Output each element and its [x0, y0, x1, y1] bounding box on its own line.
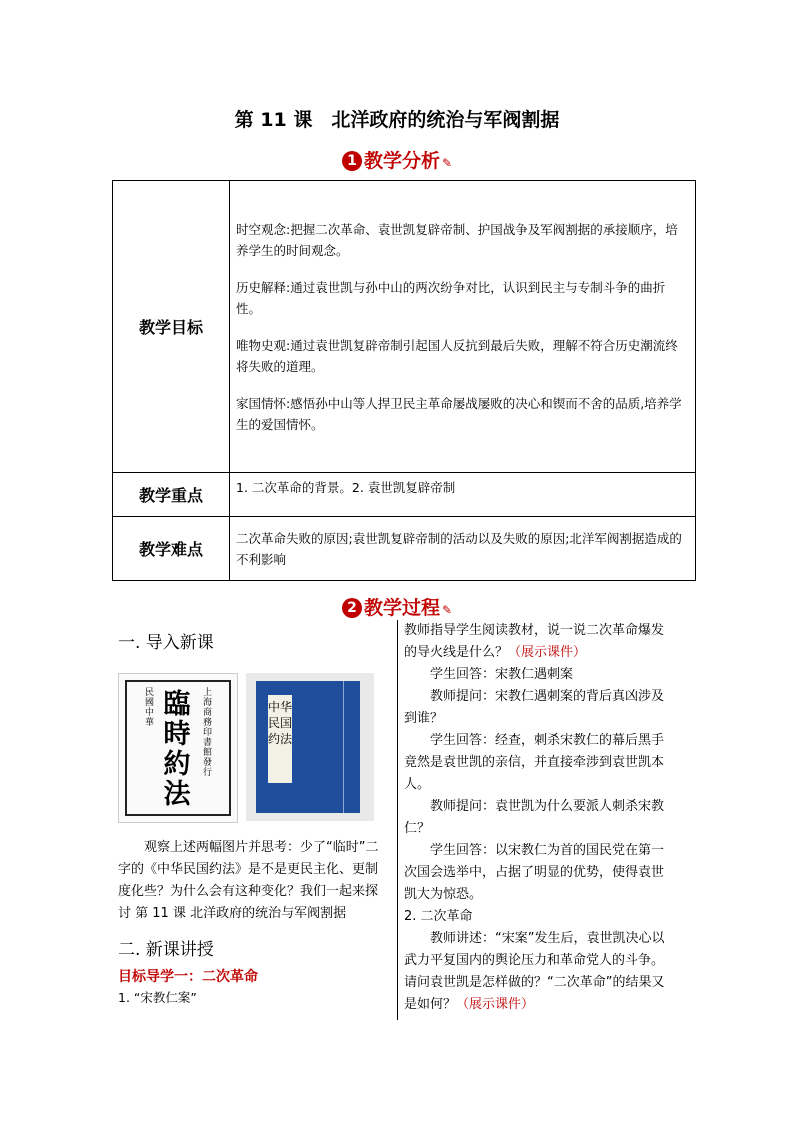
goal-guide-heading: 目标导学一：二次革命 [118, 969, 258, 985]
teacher-narration: 教师讲述：“宋案”发生后，袁世凯决心以武力平复国内的舆论压力和革命党人的斗争。请问袁世凯是怎样做的？“二次革命”的结果又是如何？（展示课件） [404, 931, 665, 1012]
show-courseware-label: （展示课件） [508, 645, 587, 660]
heading-new-lesson: 二. 新课讲授 [118, 940, 214, 960]
column-divider [397, 620, 398, 1020]
analysis-table [112, 180, 696, 581]
goal-item: 历史解释:通过袁世凯与孙中山的两次纷争对比，认识到民主与专制斗争的曲折性。 [236, 279, 666, 316]
pen-flourish-icon: ✎ [441, 603, 453, 617]
intro-images [118, 673, 390, 823]
student-answer: 学生回答：经查，刺杀宋教仁的幕后黑手竟然是袁世凯的亲信，并直接牵涉到袁世凯本人。 [404, 733, 665, 792]
book-title-label: 中华民国约法 [268, 695, 292, 783]
section-number-badge: 2 [342, 598, 362, 618]
show-courseware-label: （展示课件） [456, 997, 535, 1012]
goal-item: 唯物史观:通过袁世凯复辟帝制引起国人反抗到最后失败，理解不符合历史潮流终将失败的道理。 [236, 337, 678, 374]
section-heading-label: 教学分析 [363, 150, 440, 172]
subsection-song-case: 1. “宋教仁案” [118, 990, 197, 1005]
subsection-second-revolution: 2. 二次革命 [404, 909, 473, 924]
goals-label: 教学目标 [113, 181, 230, 473]
cover-title: 臨時約法 [163, 689, 191, 810]
teacher-question: 教师提问：宋教仁遇刺案的背后真凶涉及到谁？ [404, 689, 665, 726]
republic-constitution-book-image [246, 673, 374, 821]
provisional-constitution-cover-image [118, 673, 238, 823]
key-points-label: 教学重点 [113, 473, 230, 517]
student-answer: 学生回答：以宋教仁为首的国民党在第一次国会选举中，占据了明显的优势，使得袁世凯大为惊恐。 [404, 843, 665, 902]
section-number-badge: 1 [342, 151, 362, 171]
goal-item: 家国情怀:感悟孙中山等人捍卫民主革命屡战屡败的决心和锲而不舍的品质,培养学生的爱国情怀。 [236, 395, 682, 432]
difficulties-label: 教学难点 [113, 517, 230, 581]
left-column [118, 628, 390, 1006]
key-points-content: 1. 二次革命的背景。2. 袁世凯复辟帝制 [230, 473, 696, 517]
cover-side-text: 民國中華 [145, 688, 155, 728]
goal-item: 时空观念:把握二次革命、袁世凯复辟帝制、护国战争及军阀割据的承接顺序，培养学生的时间观念。 [236, 221, 678, 258]
page-title: 第 11 课 北洋政府的统治与军阀割据 [234, 109, 560, 131]
student-answer: 学生回答：宋教仁遇刺案 [430, 667, 574, 682]
intro-paragraph: 观察上述两幅图片并思考：少了“临时”二字的《中华民国约法》是不是更民主化、更制度化些？为什么会有这种变化？我们一起来探讨 第 11 课 北洋政府的统治与军阀割据 [118, 840, 379, 921]
heading-introduction: 一. 导入新课 [118, 633, 214, 653]
difficulties-content: 二次革命失败的原因;袁世凯复辟帝制的活动以及失败的原因;北洋军阀割据造成的不利影响 [230, 517, 696, 581]
section-heading-label: 教学过程 [363, 597, 440, 619]
section-heading-process [0, 593, 794, 620]
section-heading-analysis [0, 146, 794, 173]
right-column [404, 620, 676, 1016]
goals-content [230, 181, 696, 473]
teacher-question: 教师提问：袁世凯为什么要派人刺杀宋教仁？ [404, 799, 665, 836]
teacher-guidance: 教师指导学生阅读教材，说一说二次革命爆发的导火线是什么？（展示课件） [404, 623, 665, 660]
cover-publisher: 上海商務印書館發行 [203, 688, 213, 778]
pen-flourish-icon: ✎ [441, 156, 453, 170]
